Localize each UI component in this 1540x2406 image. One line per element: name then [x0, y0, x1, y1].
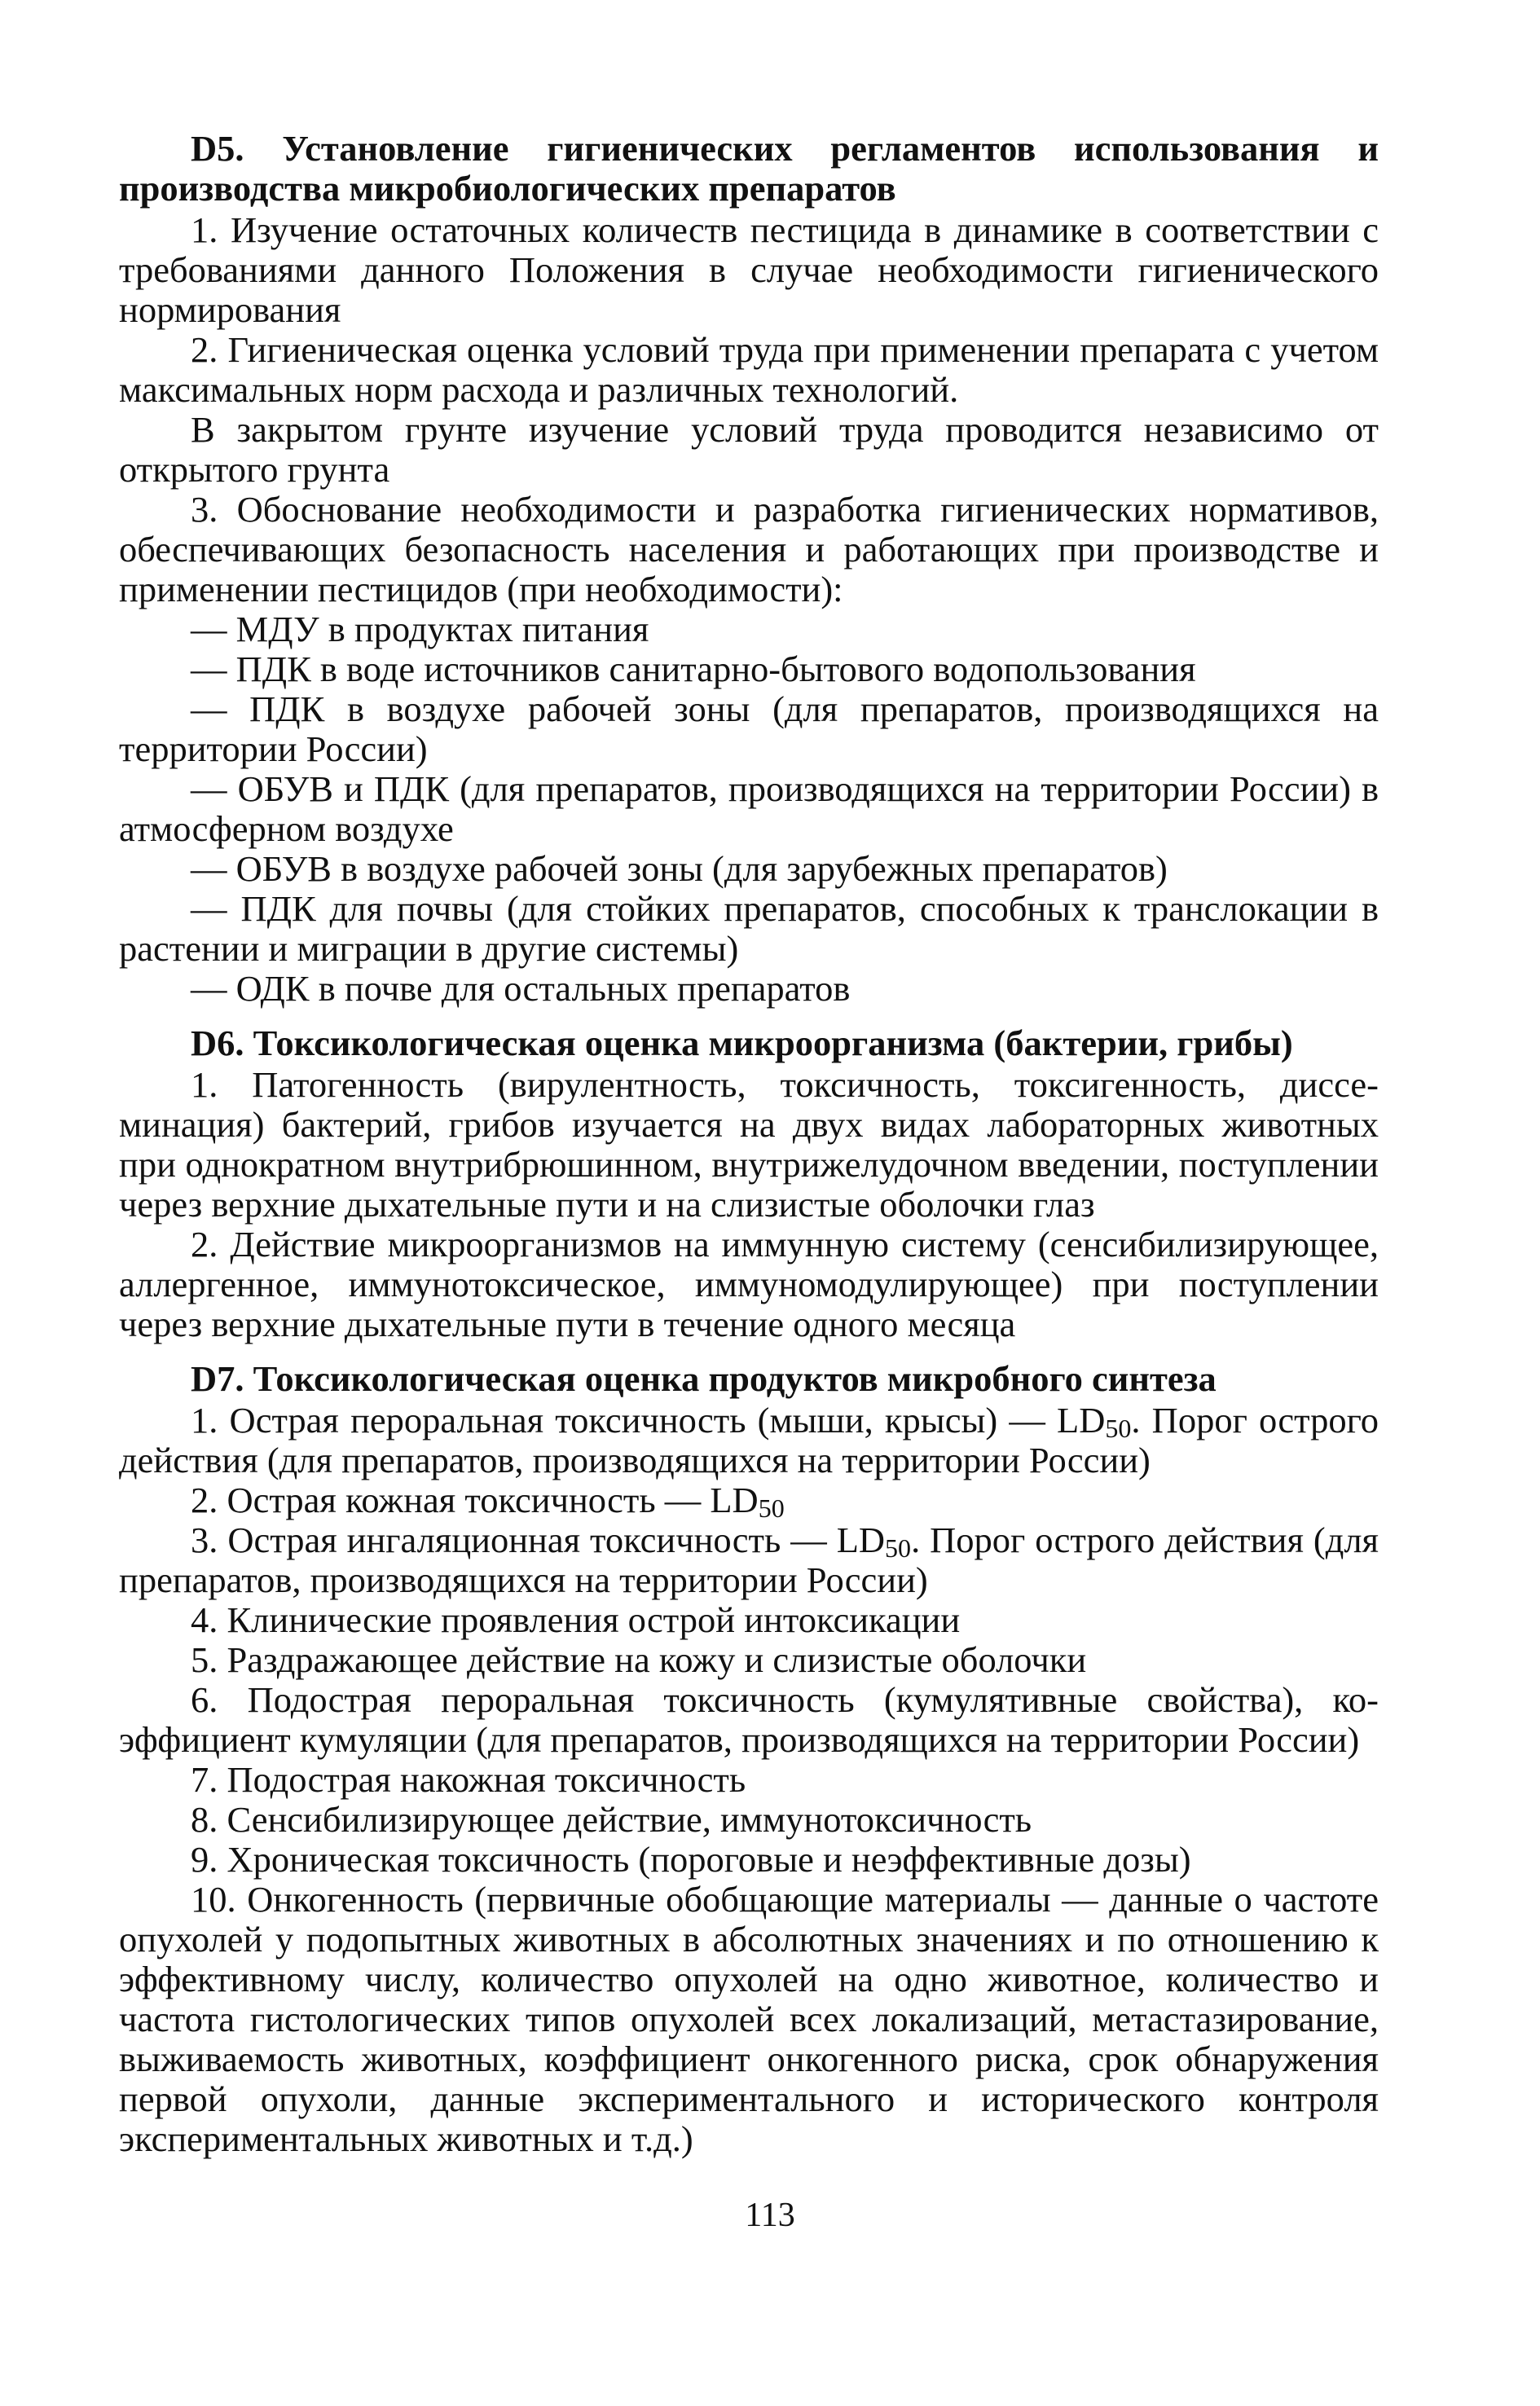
list-item: — ПДК для почвы (для стойких препаратов, способных к транслокации в растении и миграции в другие системы) [119, 888, 1379, 969]
subscript: 50 [885, 1533, 912, 1563]
list-item: — ОБУВ в воздухе рабочей зоны (для зарубежных препаратов) [191, 848, 1168, 889]
section-heading-d7: D7. Токсикологическая оценка продуктов микробного синтеза [191, 1358, 1217, 1399]
paragraph: 2. Гигиеническая оценка условий труда при применении препарата с учетом максимальных норм расхода и различных технологий. [119, 329, 1379, 410]
section-heading-d6: D6. Токсикологическая оценка микроорганизма (бактерии, грибы) [191, 1023, 1293, 1063]
paragraph-text: . Порог острого действия (для препаратов, производящихся на территории России) [119, 1520, 1379, 1600]
paragraph: 4. Клинические проявления острой интоксикации [191, 1599, 961, 1640]
paragraph [119, 1520, 1379, 1600]
page-number: 113 [745, 2197, 795, 2234]
paragraph: 1. Патогенность (вирулентность, токсичность, токсигенность, диссеминация) бактерий, грибов изучается на двух видах лабораторных животных при однократном внутрибрюшинном, внутрижелудочном введении, поступлении через верхние дыхательные пути и на слизистые оболочки глаз [119, 1064, 1379, 1225]
paragraph: 7. Подострая накожная токсичность [191, 1759, 746, 1800]
paragraph: 6. Подострая пероральная токсичность (кумулятивные свойства), коэффициент кумуляции (для препаратов, производящихся на территории России) [119, 1679, 1379, 1760]
subscript: 50 [758, 1493, 785, 1523]
paragraph: 3. Обоснование необходимости и разработка гигиенических нормативов, обеспечивающих безопасность населения и работающих при производстве и применении пестицидов (при необходимости): [119, 489, 1379, 609]
paragraph-text: 3. Острая ингаляционная токсичность — LD [191, 1520, 886, 1560]
list-item: — МДУ в продуктах питания [191, 609, 649, 649]
paragraph: 1. Изучение остаточных количеств пестицида в динамике в соответствии с требованиями данного Положения в случае необходимости гигиенического нормирования [119, 209, 1379, 330]
paragraph: 10. Онкогенность (первичные обобщающие материалы — данные о частоте опухолей у подопытных животных в абсолютных значениях и по отношению к эффективному числу, количество опухолей на одно животное, количество и частота гистологических типов опухолей всех локализаций, метастазирование, выживаемость животных, коэффициент онкогенного риска, срок обнаружения первой опухоли, данные экспериментального и исторического контроля экспериментальных животных и т.д.) [119, 1879, 1379, 2159]
paragraph: 2. Действие микроорганизмов на иммунную систему (сенсибилизирующее, аллергенное, иммунотоксическое, иммуномодулирующее) при поступлении через верхние дыхательные пути в течение одного месяца [119, 1224, 1379, 1344]
paragraph: 5. Раздражающее действие на кожу и слизистые оболочки [191, 1639, 1087, 1680]
list-item: — ОДК в почве для остальных препаратов [191, 968, 851, 1009]
paragraph-text: . Порог острого действия (для препаратов, производящихся на территории России) [119, 1400, 1379, 1480]
paragraph: В закрытом грунте изучение условий труда проводится независимо от открытого грунта [119, 409, 1379, 490]
paragraph [119, 1401, 1379, 1480]
section-heading-d5: D5. Установление гигиенических регламентов использования и производства микробиологических препаратов [119, 128, 1379, 209]
list-item: — ПДК в воде источников санитарно-бытового водопользования [191, 649, 1196, 689]
paragraph-text: 2. Острая кожная токсичность — LD [191, 1480, 759, 1520]
paragraph-text: 1. Острая пероральная токсичность (мыши, крысы) — LD [191, 1400, 1106, 1441]
paragraph [119, 1480, 1379, 1523]
document-page [119, 129, 1379, 2159]
list-item: — ПДК в воздухе рабочей зоны (для препаратов, производящихся на территории России) [119, 688, 1379, 769]
subscript: 50 [1105, 1413, 1132, 1443]
paragraph: 8. Сенсибилизирующее действие, иммунотоксичность [191, 1799, 1032, 1840]
paragraph: 9. Хроническая токсичность (пороговые и неэффективные дозы) [191, 1839, 1191, 1880]
list-item: — ОБУВ и ПДК (для препаратов, производящихся на территории России) в атмосферном воздухе [119, 768, 1379, 849]
